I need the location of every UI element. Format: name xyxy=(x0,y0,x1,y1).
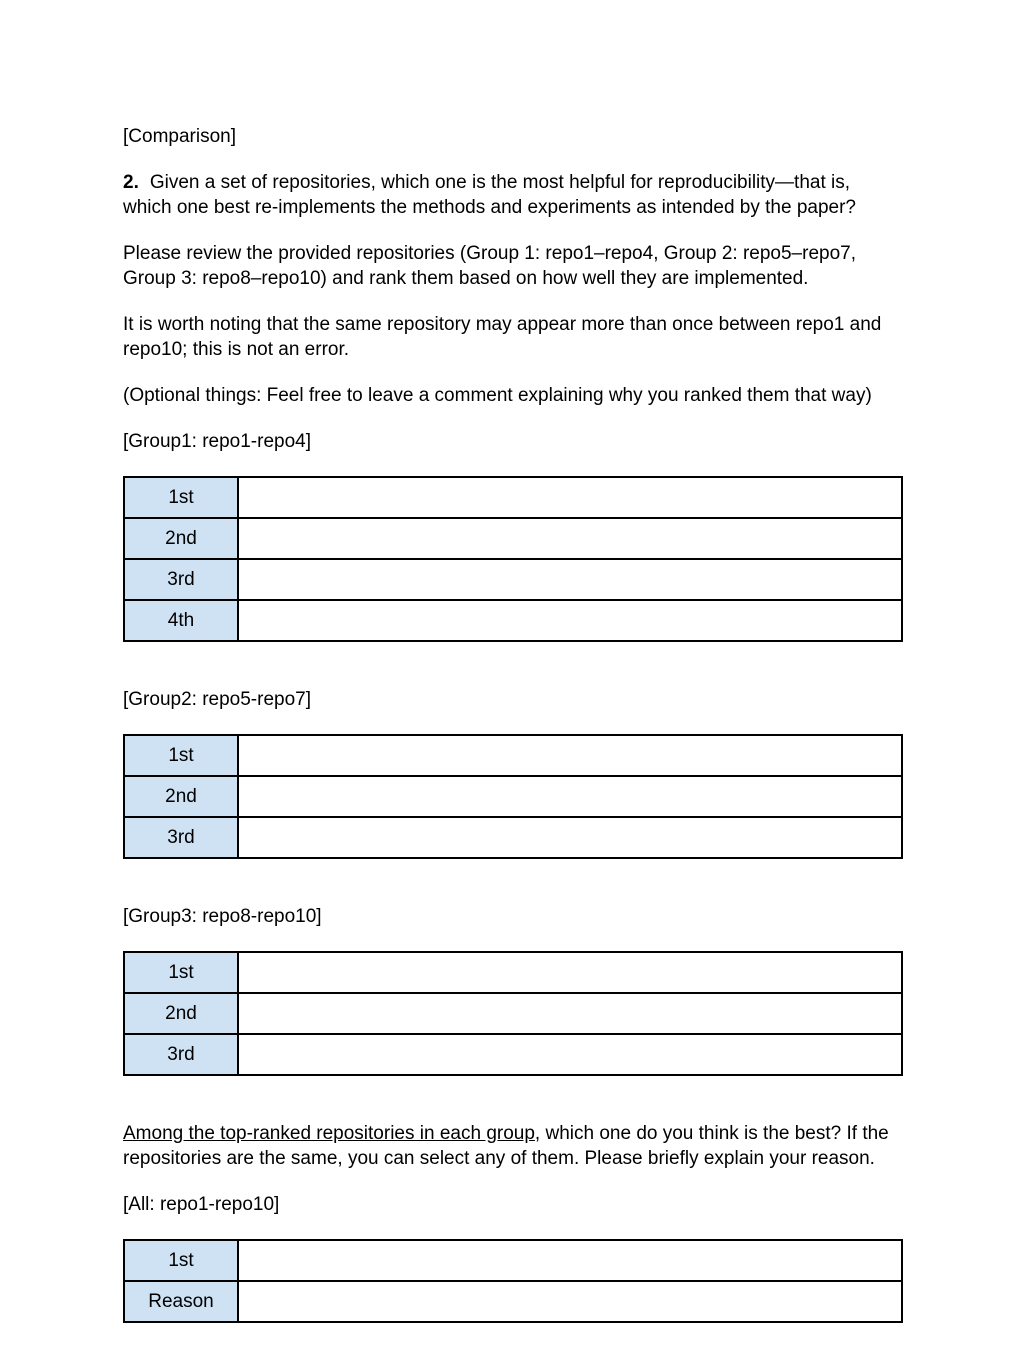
optional-note: (Optional things: Feel free to leave a comment explaining why you ranked them that way) xyxy=(123,385,872,406)
final-question-underlined: Among the top-ranked repositories in each group xyxy=(123,1123,535,1144)
rank-label-cell: 2nd xyxy=(124,518,238,559)
group2-heading: [Group2: repo5-repo7] xyxy=(123,689,312,710)
table-row xyxy=(124,735,902,776)
all-heading: [All: repo1-repo10] xyxy=(123,1194,280,1215)
table-row xyxy=(124,776,902,817)
rank-label-cell: 4th xyxy=(124,600,238,641)
rank-value-cell[interactable] xyxy=(238,477,902,518)
rank-label-cell: 3rd xyxy=(124,559,238,600)
table-row xyxy=(124,1034,902,1075)
group1-rank-table xyxy=(123,476,903,642)
final-question xyxy=(123,1121,895,1171)
group1-heading: [Group1: repo1-repo4] xyxy=(123,431,312,452)
rank-label-cell: Reason xyxy=(124,1281,238,1322)
review-instruction: Please review the provided repositories (Group 1: repo1–repo4, Group 2: repo5–repo7, Group 3: repo8–repo10) and rank them based on how well they are implemented. xyxy=(123,243,856,289)
group3-section xyxy=(123,904,1031,1076)
group3-heading: [Group3: repo8-repo10] xyxy=(123,906,322,927)
table-row xyxy=(124,559,902,600)
rank-label-cell: 2nd xyxy=(124,993,238,1034)
rank-value-cell[interactable] xyxy=(238,518,902,559)
table-row xyxy=(124,952,902,993)
final-question-rest: , which one do you think is the best? If the repositories are the same, you can select any of them. Please briefly explain your reason. xyxy=(123,1123,889,1169)
question-paragraph xyxy=(123,170,895,220)
rank-value-cell[interactable] xyxy=(238,1034,902,1075)
table-row xyxy=(124,518,902,559)
all-rank-table xyxy=(123,1239,903,1323)
rank-value-cell[interactable] xyxy=(238,735,902,776)
rank-value-cell[interactable] xyxy=(238,776,902,817)
table-row xyxy=(124,477,902,518)
duplicate-note: It is worth noting that the same repository may appear more than once between repo1 and repo10; this is not an error. xyxy=(123,314,882,360)
rank-value-cell[interactable] xyxy=(238,559,902,600)
rank-value-cell[interactable] xyxy=(238,817,902,858)
rank-label-cell: 1st xyxy=(124,952,238,993)
rank-label-cell: 1st xyxy=(124,477,238,518)
table-row xyxy=(124,817,902,858)
section-tag: [Comparison] xyxy=(123,126,236,147)
table-row xyxy=(124,1240,902,1281)
table-row xyxy=(124,1281,902,1322)
group1-section xyxy=(123,429,1031,642)
rank-label-cell: 3rd xyxy=(124,817,238,858)
table-row xyxy=(124,993,902,1034)
question-number: 2. xyxy=(123,172,139,193)
rank-value-cell[interactable] xyxy=(238,600,902,641)
final-section xyxy=(123,1121,1031,1323)
rank-value-cell[interactable] xyxy=(238,1240,902,1281)
rank-label-cell: 2nd xyxy=(124,776,238,817)
table-row xyxy=(124,600,902,641)
rank-label-cell: 1st xyxy=(124,1240,238,1281)
question-text: Given a set of repositories, which one is the most helpful for reproducibility—that is, which one best re-implements the methods and experiments as intended by the paper? xyxy=(123,172,856,218)
group3-rank-table xyxy=(123,951,903,1076)
rank-value-cell[interactable] xyxy=(238,952,902,993)
group2-section xyxy=(123,687,1031,859)
intro-block xyxy=(123,124,895,408)
rank-label-cell: 3rd xyxy=(124,1034,238,1075)
group2-rank-table xyxy=(123,734,903,859)
rank-value-cell[interactable] xyxy=(238,993,902,1034)
rank-value-cell[interactable] xyxy=(238,1281,902,1322)
rank-label-cell: 1st xyxy=(124,735,238,776)
